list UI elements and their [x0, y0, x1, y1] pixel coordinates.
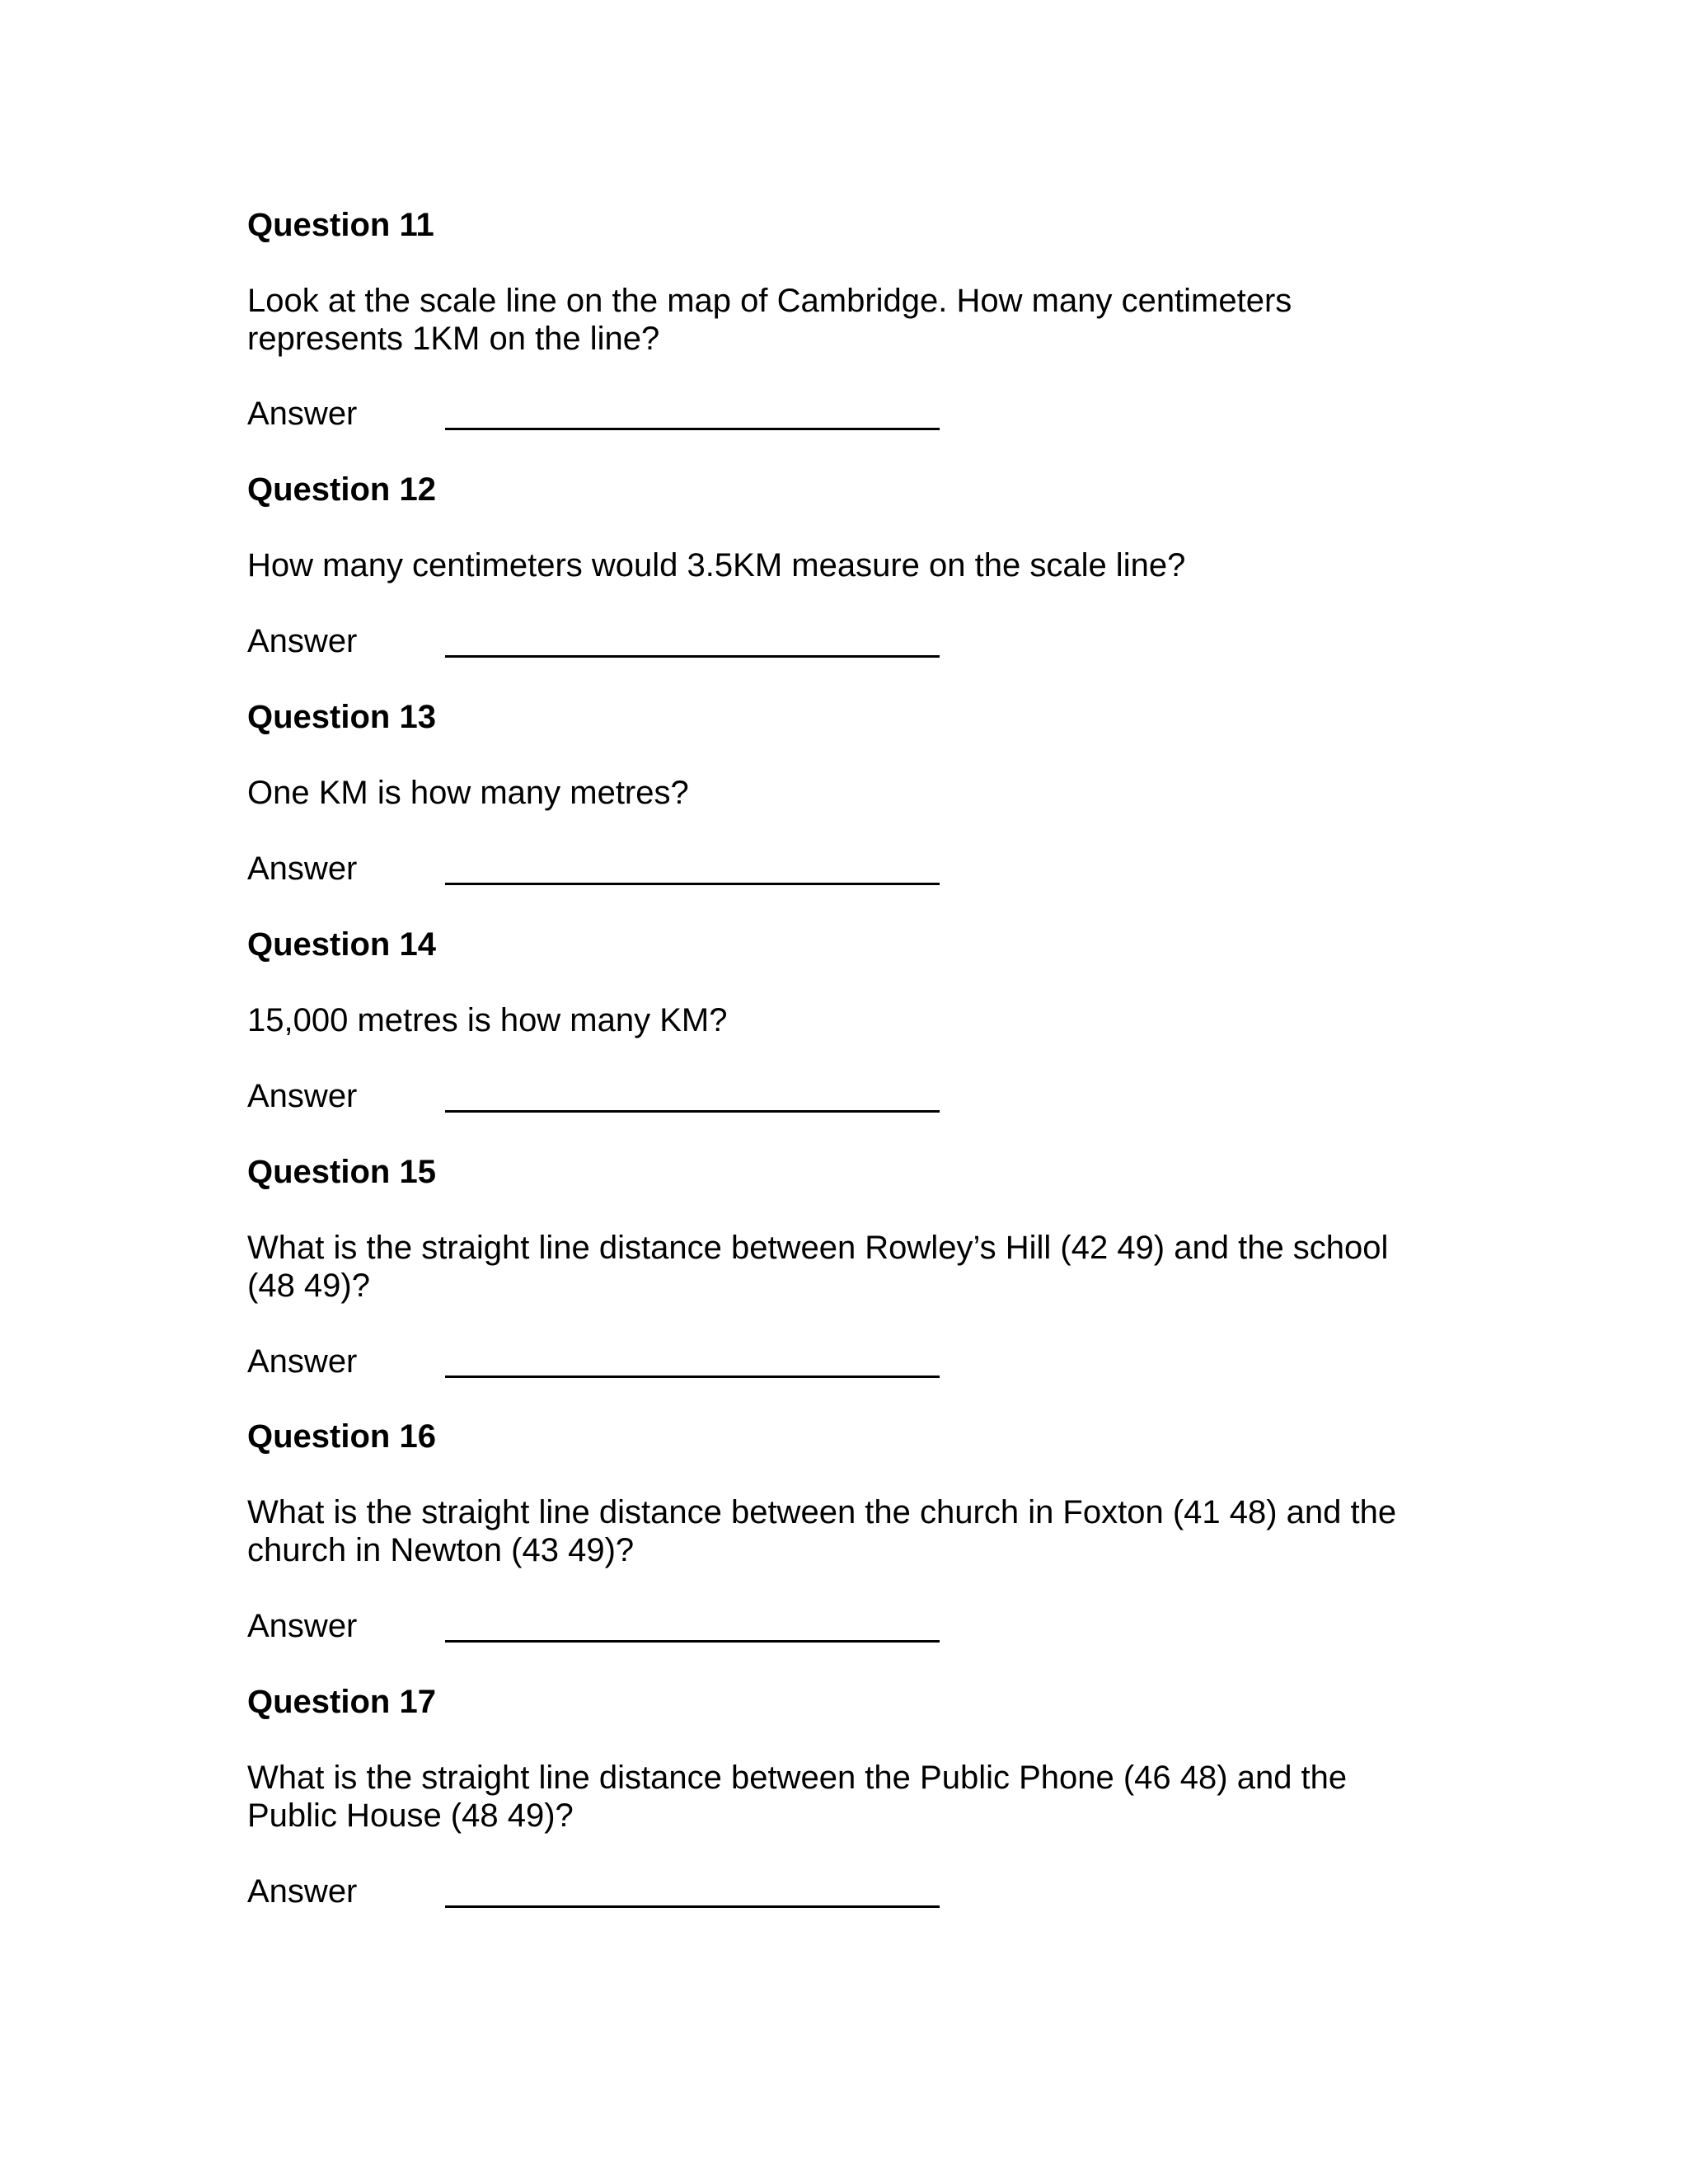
question-heading: Question 14: [247, 926, 436, 963]
answer-line[interactable]: [445, 1376, 940, 1378]
question-heading: Question 11: [247, 207, 434, 243]
question-heading: Question 17: [247, 1684, 436, 1720]
question-text-line: What is the straight line distance between the Public Phone (46 48) and the: [247, 1760, 1348, 1796]
answer-label: Answer: [247, 851, 358, 887]
question-heading: Question 15: [247, 1154, 436, 1190]
answer-line[interactable]: [445, 428, 940, 430]
question-heading: Question 16: [247, 1418, 436, 1455]
answer-label: Answer: [247, 1343, 358, 1380]
question-text-line: Public House (48 49)?: [247, 1797, 574, 1834]
question-heading: Question 12: [247, 471, 436, 508]
answer-label: Answer: [247, 623, 358, 659]
answer-label: Answer: [247, 396, 358, 432]
question-heading: Question 13: [247, 699, 436, 735]
answer-line[interactable]: [445, 1640, 940, 1643]
answer-line[interactable]: [445, 1110, 940, 1113]
answer-line[interactable]: [445, 655, 940, 658]
question-text-line: 15,000 metres is how many KM?: [247, 1002, 728, 1038]
answer-label: Answer: [247, 1873, 358, 1910]
question-text-line: (48 49)?: [247, 1268, 370, 1304]
question-text-line: What is the straight line distance between Rowley’s Hill (42 49) and the school: [247, 1230, 1389, 1266]
answer-label: Answer: [247, 1608, 358, 1644]
question-text-line: What is the straight line distance between the church in Foxton (41 48) and the: [247, 1494, 1397, 1530]
answer-line[interactable]: [445, 883, 940, 885]
question-text-line: Look at the scale line on the map of Cambridge. How many centimeters: [247, 283, 1292, 319]
question-text-line: How many centimeters would 3.5KM measure on the scale line?: [247, 547, 1186, 583]
question-text-line: church in Newton (43 49)?: [247, 1532, 635, 1568]
answer-label: Answer: [247, 1078, 358, 1114]
question-text-line: One KM is how many metres?: [247, 775, 689, 811]
answer-line[interactable]: [445, 1905, 940, 1908]
question-text-line: represents 1KM on the line?: [247, 321, 660, 357]
